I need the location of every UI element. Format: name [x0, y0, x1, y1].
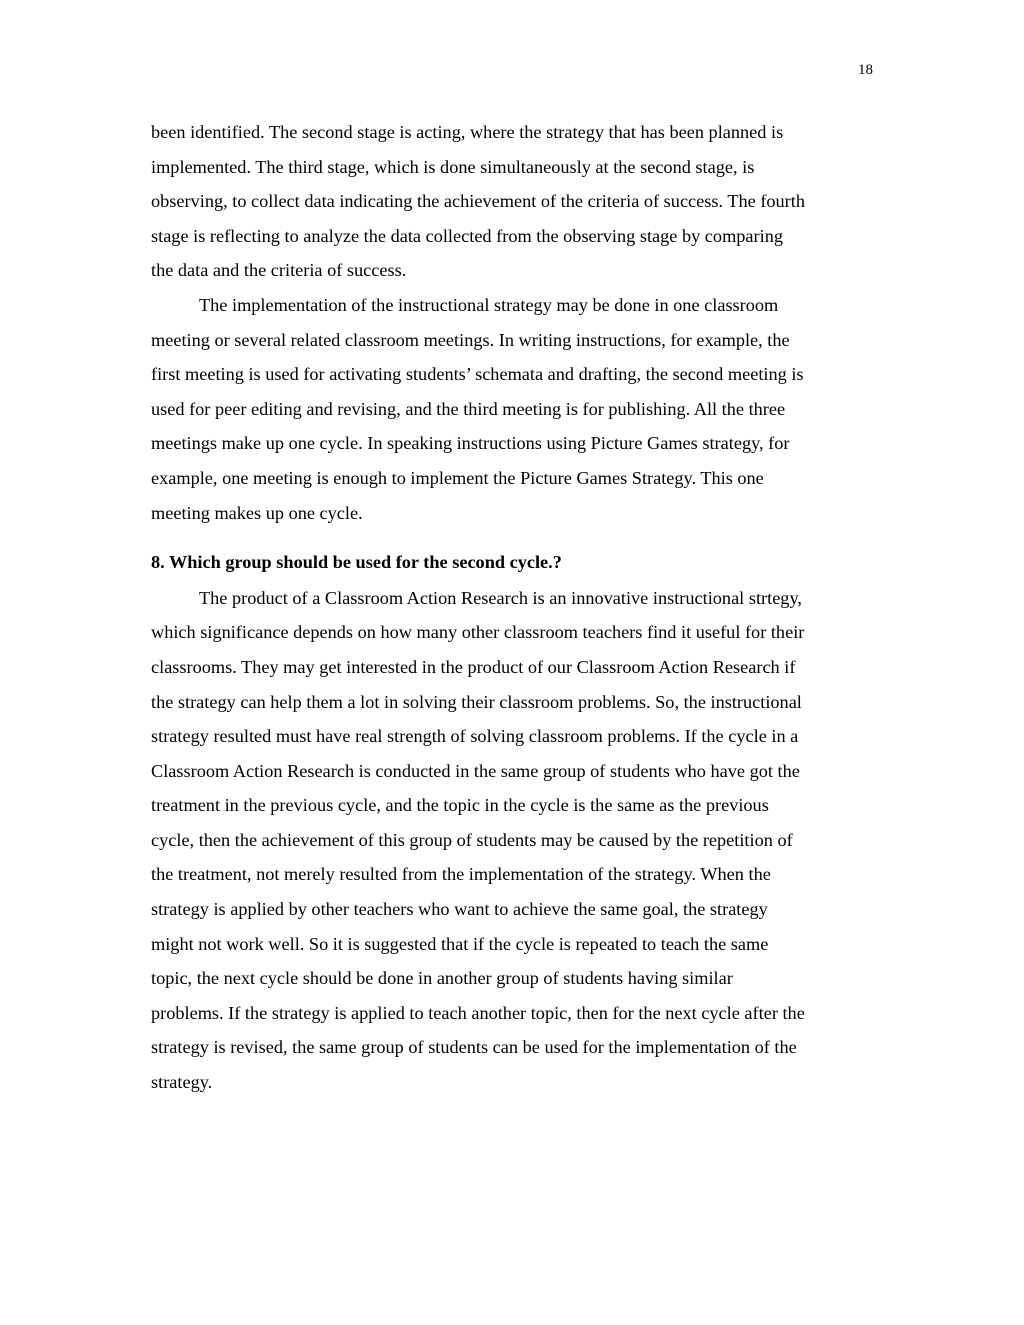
text-line: the treatment, not merely resulted from the implementation of the strategy. When the	[151, 864, 771, 885]
text-line: strategy resulted must have real strength of solving classroom problems. If the cycle in a	[151, 726, 799, 747]
text-line: first meeting is used for activating students’ schemata and drafting, the second meeting is	[151, 364, 804, 385]
body-text	[151, 115, 875, 1100]
text-line: meeting or several related classroom meetings. In writing instructions, for example, the	[151, 329, 790, 350]
text-line: example, one meeting is enough to implement the Picture Games Strategy. This one	[151, 467, 764, 488]
text-line: stage is reflecting to analyze the data collected from the observing stage by comparing	[151, 225, 783, 246]
text-line: meetings make up one cycle. In speaking instructions using Picture Games strategy, for	[151, 433, 790, 454]
text-line: strategy is revised, the same group of students can be used for the implementation of the	[151, 1037, 797, 1058]
paragraph	[151, 581, 875, 1100]
paragraph	[151, 115, 875, 288]
text-line: cycle, then the achievement of this group of students may be caused by the repetition of	[151, 829, 793, 850]
text-line: strategy is applied by other teachers who want to achieve the same goal, the strategy	[151, 899, 768, 920]
text-line: which significance depends on how many other classroom teachers find it useful for their	[151, 622, 805, 643]
text-line: been identified. The second stage is acting, where the strategy that has been planned is	[151, 122, 784, 142]
text-line: classrooms. They may get interested in the product of our Classroom Action Research if	[151, 656, 796, 677]
text-line: strategy.	[151, 1072, 213, 1093]
text-line: might not work well. So it is suggested that if the cycle is repeated to teach the same	[151, 933, 769, 954]
page-number: 18	[858, 62, 873, 78]
text-line: implemented. The third stage, which is done simultaneously at the second stage, is	[151, 156, 755, 177]
text-line: topic, the next cycle should be done in another group of students having similar	[151, 968, 733, 989]
text-line: used for peer editing and revising, and the third meeting is for publishing. All the three	[151, 398, 786, 419]
text-line: the data and the criteria of success.	[151, 260, 407, 281]
section-heading: 8. Which group should be used for the second cycle.?	[151, 552, 562, 573]
text-line: the strategy can help them a lot in solving their classroom problems. So, the instructional	[151, 691, 802, 712]
paragraph	[151, 288, 875, 530]
text-line: observing, to collect data indicating the achievement of the criteria of success. The fourth	[151, 191, 805, 212]
text-line: Classroom Action Research is conducted in the same group of students who have got the	[151, 760, 800, 781]
text-line: The product of a Classroom Action Research is an innovative instructional strtegy,	[199, 587, 802, 608]
text-line: The implementation of the instructional strategy may be done in one classroom	[199, 294, 779, 315]
text-line: problems. If the strategy is applied to teach another topic, then for the next cycle after the	[151, 1002, 805, 1023]
text-line: treatment in the previous cycle, and the topic in the cycle is the same as the previous	[151, 795, 769, 816]
text-line: meeting makes up one cycle.	[151, 502, 363, 523]
